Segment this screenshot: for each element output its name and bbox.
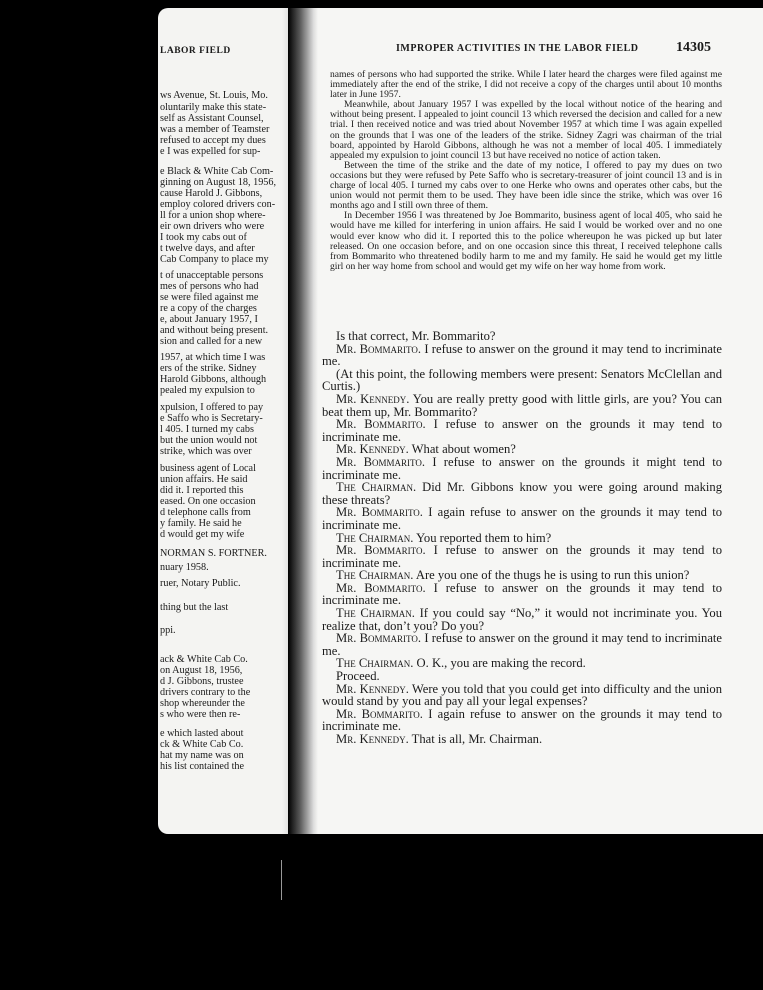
left-page-line: xpulsion, I offered to pay: [160, 402, 264, 413]
testimony-text-span: I refuse to answer on the grounds it may tend to incriminate me.: [322, 543, 723, 570]
testimony-paragraph: [322, 418, 722, 443]
speaker-name: The Chairman.: [336, 480, 417, 495]
left-page-line: y family. He said he: [160, 518, 242, 529]
left-page-line: union affairs. He said: [160, 474, 248, 485]
testimony-paragraph: [322, 657, 722, 670]
left-page-line: mes of persons who had: [160, 281, 259, 292]
testimony-paragraph: [322, 683, 722, 708]
speaker-name: The Chairman.: [336, 606, 415, 621]
speaker-name: Mr. Bommarito.: [336, 341, 422, 356]
left-page-line: thing but the last: [160, 602, 229, 613]
left-page-line: business agent of Local: [160, 463, 256, 474]
left-page-line: ll for a union shop where-: [160, 210, 266, 221]
left-page-line: NORMAN S. FORTNER.: [160, 548, 267, 559]
affidavit-paragraph: names of persons who had supported the strike. While I later heard the charges were filed against me immediately after the end of the strike, I did not receive a copy of the charges until about 10 months later in June 1957.: [330, 69, 722, 101]
testimony-text-span: I refuse to answer on the grounds it may tend to incriminate me.: [322, 580, 723, 608]
speaker-name: Mr. Bommarito.: [336, 454, 426, 469]
left-page-line: oluntarily make this state-: [160, 102, 267, 113]
testimony-paragraph: [322, 733, 722, 746]
speaker-name: Mr. Kennedy.: [336, 442, 409, 457]
speaker-name: Mr. Bommarito.: [336, 631, 422, 646]
left-page-line: eased. On one occasion: [160, 496, 256, 507]
testimony-text-span: O. K., you are making the record.: [416, 656, 586, 671]
left-page-line: nuary 1958.: [160, 562, 209, 573]
testimony-paragraph: [322, 607, 722, 632]
testimony-text-span: I again refuse to answer on the grounds it may tend to incriminate me.: [322, 706, 722, 734]
left-page-line: sion and called for a new: [160, 336, 263, 347]
left-page-line: ruer, Notary Public.: [160, 578, 241, 589]
left-page-line: Cab Company to place my: [160, 254, 269, 265]
speaker-name: The Chairman.: [336, 568, 414, 583]
speaker-name: Mr. Kennedy.: [336, 732, 409, 746]
speaker-name: Mr. Bommarito.: [336, 580, 426, 595]
left-page-line: employ colored drivers con-: [160, 199, 276, 210]
left-page-line: s who were then re-: [160, 709, 241, 720]
speaker-name: Mr. Bommarito.: [336, 543, 426, 558]
testimony-text-span: What about women?: [411, 442, 516, 457]
testimony-paragraph: [322, 481, 722, 506]
left-page-line: drivers contrary to the: [160, 687, 251, 698]
left-page-line: on August 18, 1956,: [160, 665, 243, 676]
left-page-line: 1957, at which time I was: [160, 352, 266, 363]
left-page-line: shop whereunder the: [160, 698, 245, 709]
testimony-text-span: Were you told that you could get into difficulty and the union would stand by you and pay all your legal expenses?: [322, 681, 723, 709]
page-header: IMPROPER ACTIVITIES IN THE LABOR FIELD: [396, 43, 639, 54]
speaker-name: Mr. Bommarito.: [336, 417, 426, 432]
affidavit-paragraph: Between the time of the strike and the date of my notice, I offered to pay my dues on two occasions but they were refused by Pete Saffo who is secretary-treasurer of joint council 13 and is in charge of local 405. I turned my cabs over to one Herke who owns and operates other cabs, but the union would not permit them to be used. They have been idle since the strike, which was over 16 months ago and I still own three of them.: [330, 159, 722, 212]
left-page-line: eir own drivers who were: [160, 221, 265, 232]
left-page-line: l 405. I turned my cabs: [160, 424, 254, 435]
affidavit-text: [330, 70, 722, 272]
speaker-name: Mr. Kennedy.: [336, 681, 409, 696]
left-page-line: e, about January 1957, I: [160, 314, 258, 325]
speaker-name: Mr. Bommarito.: [336, 505, 423, 520]
testimony-text-span: If you could say “No,” it would not incriminate you. You realize that, don’t you? Do you?: [322, 606, 722, 633]
testimony-text: [322, 330, 722, 746]
testimony-text-span: I refuse to answer on the ground it may tend to incriminate me.: [322, 631, 723, 658]
left-page-line: e which lasted about: [160, 728, 244, 739]
speaker-name: Mr. Bommarito.: [336, 706, 423, 721]
left-page-line: and without being present.: [160, 325, 269, 336]
testimony-text-span: I refuse to answer on the grounds it might tend to incriminate me.: [322, 454, 723, 482]
speaker-name: The Chairman.: [336, 656, 414, 671]
left-page-line: d telephone calls from: [160, 507, 251, 518]
left-page-line: did it. I reported this: [160, 485, 244, 496]
left-page-line: refused to accept my dues: [160, 135, 266, 146]
left-page-line: strike, which was over: [160, 446, 252, 457]
left-page-line: ws Avenue, St. Louis, Mo.: [160, 90, 268, 101]
testimony-text-span: You reported them to him?: [416, 530, 552, 545]
testimony-paragraph: [322, 544, 722, 569]
left-page-line: but the union would not: [160, 435, 258, 446]
left-page-line: Harold Gibbons, although: [160, 374, 267, 385]
left-page-line: cause Harold J. Gibbons,: [160, 188, 263, 199]
testimony-text-span: You are really pretty good with little girls, are you? You can beat them up, Mr. Bommarito?: [322, 391, 723, 419]
left-page-line: self as Assistant Counsel,: [160, 113, 264, 124]
left-page-line: was a member of Teamster: [160, 124, 270, 135]
testimony-text-span: (At this point, the following members were present: Senators McClellan and Curtis.): [322, 366, 722, 394]
left-page-line: d would get my wife: [160, 529, 245, 540]
affidavit-paragraph: In December 1956 I was threatened by Joe Bommarito, business agent of local 405, who said he would have me killed for interfering in union affairs. He said I would be worked over and no one would ever know who did it. I reported this to the police whereupon he was picked up but later released. On one occasion before, and on one occasion since this threat, I received telephone calls from Bommarito who threatened bodily harm to me and my family. He said he would get my little girl on her way home from school and would get my wife on her way home from work.: [330, 210, 722, 272]
left-page-line: e Black & White Cab Com-: [160, 166, 274, 177]
testimony-paragraph: [322, 582, 722, 607]
left-page-line: ack & White Cab Co.: [160, 654, 248, 665]
testimony-text-span: That is all, Mr. Chairman.: [411, 732, 543, 746]
left-page-line: e Saffo who is Secretary-: [160, 413, 263, 424]
left-page-line: d J. Gibbons, trustee: [160, 676, 244, 687]
testimony-text-span: Are you one of the thugs he is using to run this union?: [415, 568, 690, 583]
testimony-paragraph: [322, 506, 722, 531]
left-page-line: I took my cabs out of: [160, 232, 247, 243]
left-page-line: hat my name was on: [160, 750, 244, 761]
testimony-paragraph: [322, 343, 722, 368]
left-page-line: ginning on August 18, 1956,: [160, 177, 277, 188]
left-page-line: ppi.: [160, 625, 176, 636]
affidavit-paragraph: Meanwhile, about January 1957 I was expelled by the local without notice of the hearing and without being present. I appealed to joint council 13 which reversed the decision and called for a new trial. I then received notice and was tried about November 1957 at which time I was again expelled on the grounds that I was one of the leaders of the strike. Sidney Zagri was chairman of the trial board, appointed by Harold Gibbons, although he was not a member of local 405. I immediately appealed my expulsion to joint council 13 but have received no notice of action taken.: [330, 99, 722, 161]
left-page-line: t twelve days, and after: [160, 243, 255, 254]
testimony-text-span: Did Mr. Gibbons know you were going around making these threats?: [322, 480, 723, 507]
left-page-header: LABOR FIELD: [160, 46, 231, 56]
testimony-paragraph: [322, 393, 722, 418]
left-page-line: se were filed against me: [160, 292, 259, 303]
left-page-line: ck & White Cab Co.: [160, 739, 244, 750]
testimony-text-span: Proceed.: [336, 669, 380, 684]
gutter-shadow: [288, 8, 318, 834]
testimony-text-span: Is that correct, Mr. Bommarito?: [336, 329, 496, 343]
scan-artifact: [281, 860, 282, 900]
speaker-name: The Chairman.: [336, 530, 414, 545]
left-page-line: re a copy of the charges: [160, 303, 257, 314]
testimony-paragraph: [322, 456, 722, 481]
testimony-text-span: I refuse to answer on the ground it may tend to incriminate me.: [322, 341, 723, 369]
testimony-paragraph: [322, 368, 722, 393]
left-page-line: ers of the strike. Sidney: [160, 363, 257, 374]
testimony-paragraph: [322, 632, 722, 657]
speaker-name: Mr. Kennedy.: [336, 391, 410, 406]
left-page-line: t of unacceptable persons: [160, 270, 264, 281]
testimony-paragraph: [322, 708, 722, 733]
page-number: 14305: [676, 40, 711, 55]
left-page-line: his list contained the: [160, 761, 245, 772]
testimony-text-span: I refuse to answer on the grounds it may tend to incriminate me.: [322, 417, 723, 444]
left-page-line: pealed my expulsion to: [160, 385, 255, 396]
testimony-text-span: I again refuse to answer on the grounds it may tend to incriminate me.: [322, 505, 722, 532]
left-page-line: e I was expelled for sup-: [160, 146, 261, 157]
